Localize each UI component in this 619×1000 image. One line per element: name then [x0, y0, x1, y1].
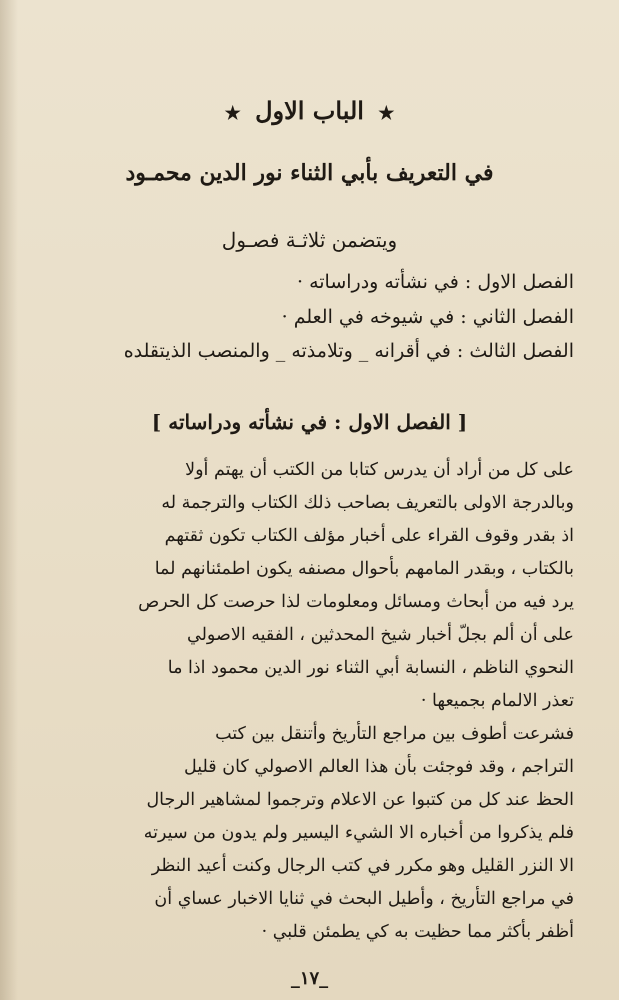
chapter-heading — [0, 96, 619, 125]
paragraph-line: في مراجع التأريخ ، وأطيل البحث في ثنايا الاخبار عساي أن — [154, 889, 574, 909]
paragraph-line: وبالدرجة الاولى بالتعريف بصاحب ذلك الكتاب والترجمة له — [161, 493, 574, 513]
paragraph-line: النحوي الناظم ، النسابة أبي الثناء نور الدين محمود اذا ما — [167, 658, 574, 678]
contains-line: ويتضمن ثلاثـة فصـول — [221, 228, 398, 252]
paragraph-line: أظفر بأكثر مما حظيت به كي يطمئن قلبي · — [261, 922, 574, 942]
paragraph-line: على كل من أراد أن يدرس كتابا من الكتب أن يهتم أولا — [185, 460, 574, 480]
paragraph-line: تعذر الالمام بجميعها · — [420, 691, 574, 711]
paragraph-line: على أن ألم بجلّ أخبار شيخ المحدثين ، الفقيه الاصولي — [187, 625, 574, 645]
section-title: [ الفصل الاول : في نشأته ودراساته ] — [151, 410, 468, 434]
paragraph-line: فلم يذكروا من أخباره الا الشيء اليسير ولم يدون من سيرته — [143, 823, 574, 843]
star-icon: ★ — [224, 103, 241, 124]
toc-item: الفصل الثاني : في شيوخه في العلم · — [281, 306, 574, 328]
paragraph-line: التراجم ، وقد فوجئت بأن هذا العالم الاصولي كان قليل — [183, 757, 574, 777]
paragraph-line: الحظ عند كل من كتبوا عن الاعلام وترجموا لمشاهير الرجال — [146, 790, 574, 810]
toc-item: الفصل الاول : في نشأته ودراساته · — [296, 271, 574, 293]
paragraph-line: فشرعت أطوف بين مراجع التأريخ وأتنقل بين كتب — [215, 724, 574, 744]
paragraph-line: يرد فيه من أبحاث ومسائل ومعلومات لذا حرصت كل الحرص — [138, 592, 574, 612]
paragraph-line: بالكتاب ، وبقدر المامهم بأحوال مصنفه يكون اطمئنانهم لما — [154, 559, 574, 579]
chapter-title: الباب الاول — [255, 96, 364, 125]
page-edge-shadow — [0, 0, 18, 1000]
paragraph-line: الا النزر القليل وهو مكرر في كتب الرجال وكنت أعيد النظر — [151, 856, 574, 876]
toc-item: الفصل الثالث : في أقرانه _ وتلامذته _ والمنصب الذيتقلده — [123, 340, 574, 362]
paragraph-line: اذ بقدر وقوف القراء على أخبار مؤلف الكتاب تكون ثقتهم — [164, 526, 574, 546]
subject-title: في التعريف بأبي الثناء نور الدين محمـود — [125, 160, 494, 186]
page-number: _١٧_ — [290, 968, 329, 989]
star-icon: ★ — [378, 103, 395, 124]
